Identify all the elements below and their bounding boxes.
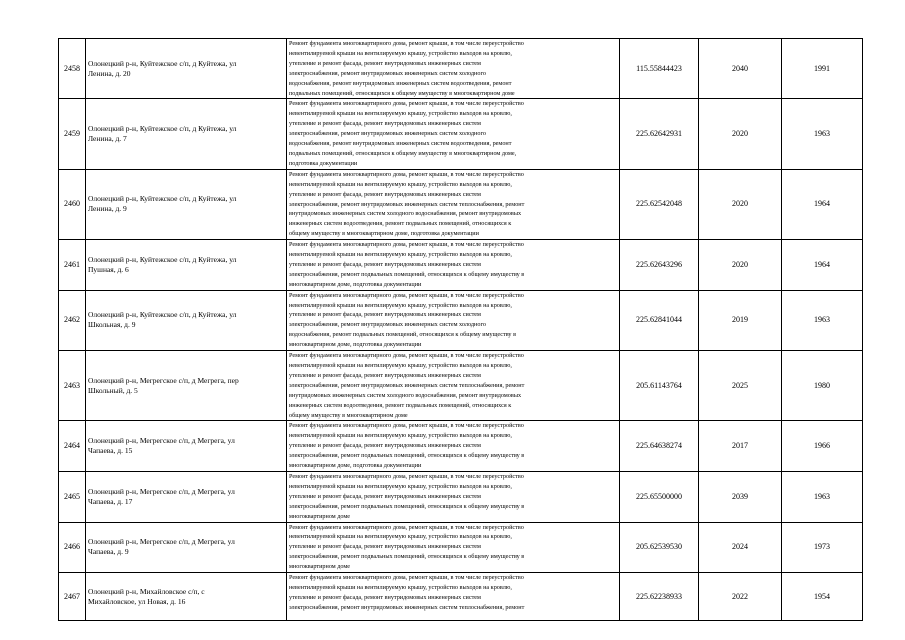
works-line: Ремонт фундамента многоквартирного дома, ремонт крыши, в том числе переустройство [289, 472, 524, 480]
works-line: Ремонт фундамента многоквартирного дома, ремонт крыши, в том числе переустройство [289, 574, 524, 582]
works-cell [287, 573, 620, 621]
works-line: невентилируемой крыши на вентилируемую крышу, устройство выходов на кровлю, [289, 533, 512, 541]
address-line: Чапаева, д. 17 [88, 496, 133, 506]
repair-year-cell: 2017 [699, 421, 782, 472]
works-line: Ремонт фундамента многоквартирного дома, ремонт крыши, в том числе переустройство [289, 422, 524, 430]
works-line: Ремонт фундамента многоквартирного дома, ремонт крыши, в том числе переустройство [289, 352, 524, 360]
address-line: Олонецкий р-н, Мегрегское с/п, д Мегрега, пер [88, 375, 239, 385]
address-line: Чапаева, д. 9 [88, 547, 129, 557]
works-cell [287, 240, 620, 291]
table-row [59, 169, 863, 239]
address-line: Олонецкий р-н, Куйтежское с/п, д Куйтежа, ул [88, 124, 237, 134]
works-line: электроснабжения, ремонт внутридомовых инженерных систем холодного [289, 321, 486, 329]
works-line: утепление и ремонт фасада, ремонт внутридомовых инженерных систем [289, 371, 481, 379]
address-line: Школьная, д. 9 [88, 320, 136, 330]
address-cell [86, 99, 287, 169]
build-year-cell: 1973 [782, 522, 863, 573]
cost-cell: 225.62642931 [620, 99, 699, 169]
address-cell [86, 351, 287, 421]
works-line: внутридомовых инженерных систем холодного водоснабжения, ремонт внутридомовых [289, 210, 522, 218]
works-line: многоквартирном доме, подготовка документации [289, 462, 422, 470]
table-row [59, 290, 863, 350]
works-cell [287, 99, 620, 169]
works-line: невентилируемой крыши на вентилируемую крышу, устройство выходов на кровлю, [289, 110, 512, 118]
works-cell [287, 169, 620, 239]
table-body [59, 39, 863, 621]
row-number: 2465 [59, 471, 86, 522]
repair-year-cell: 2024 [699, 522, 782, 573]
address-cell [86, 522, 287, 573]
row-number: 2459 [59, 99, 86, 169]
works-line: многоквартирном доме, подготовка документации [289, 280, 422, 288]
works-line: электроснабжения, ремонт подвальных помещений, относящихся к общему имуществу в [289, 270, 525, 278]
address-line: Олонецкий р-н, Мегрегское с/п, д Мегрега, ул [88, 486, 235, 496]
works-line: электроснабжения, ремонт внутридомовых инженерных систем холодного [289, 130, 486, 138]
works-line: невентилируемой крыши на вентилируемую крышу, устройство выходов на кровлю, [289, 180, 512, 188]
address-line: Олонецкий р-н, Михайловское с/п, с [88, 586, 205, 596]
works-line: утепление и ремонт фасада, ремонт внутридомовых инженерных систем [289, 543, 481, 551]
row-number: 2466 [59, 522, 86, 573]
works-line: многоквартирном доме [289, 563, 351, 571]
works-line: водоснабжения, ремонт подвальных помещений, относящихся к общему имуществу в [289, 331, 516, 339]
works-line: подвальных помещений, относящихся к общему имуществу в многоквартирном доме [289, 89, 515, 97]
works-line: многоквартирном доме, подготовка документации [289, 341, 422, 349]
works-line: общему имуществу в многоквартирном доме, подготовка документации [289, 230, 479, 238]
build-year-cell: 1963 [782, 471, 863, 522]
address-line: Пушная, д. 6 [88, 264, 129, 274]
address-line: Чапаева, д. 15 [88, 446, 133, 456]
works-cell [287, 421, 620, 472]
table-row [59, 471, 863, 522]
works-cell [287, 522, 620, 573]
works-line: невентилируемой крыши на вентилируемую крышу, устройство выходов на кровлю, [289, 49, 512, 57]
repair-year-cell: 2020 [699, 169, 782, 239]
row-number: 2463 [59, 351, 86, 421]
row-number: 2458 [59, 39, 86, 99]
works-line: электроснабжения, ремонт внутридомовых инженерных систем теплоснабжения, ремонт [289, 603, 525, 611]
cost-cell: 225.62643296 [620, 240, 699, 291]
works-line: Ремонт фундамента многоквартирного дома, ремонт крыши, в том числе переустройство [289, 523, 524, 531]
repair-year-cell: 2040 [699, 39, 782, 99]
works-line: утепление и ремонт фасада, ремонт внутридомовых инженерных систем [289, 442, 481, 450]
works-line: водоснабжения, ремонт внутридомовых инженерных систем водоотведения, ремонт [289, 79, 512, 87]
row-number: 2461 [59, 240, 86, 291]
build-year-cell: 1954 [782, 573, 863, 621]
works-cell [287, 39, 620, 99]
row-number: 2462 [59, 290, 86, 350]
address-line: Олонецкий р-н, Мегрегское с/п, д Мегрега, ул [88, 436, 235, 446]
works-line: электроснабжения, ремонт подвальных помещений, относящихся к общему имуществу в [289, 452, 525, 460]
works-line: электроснабжения, ремонт внутридомовых инженерных систем теплоснабжения, ремонт [289, 200, 525, 208]
address-cell [86, 169, 287, 239]
works-line: общему имуществу в многоквартирном доме [289, 411, 408, 419]
works-line: утепление и ремонт фасада, ремонт внутридомовых инженерных систем [289, 260, 481, 268]
table-row [59, 240, 863, 291]
works-line: электроснабжения, ремонт подвальных помещений, относящихся к общему имуществу в [289, 553, 525, 561]
works-line: утепление и ремонт фасада, ремонт внутридомовых инженерных систем [289, 492, 481, 500]
repair-year-cell: 2020 [699, 99, 782, 169]
works-line: электроснабжения, ремонт внутридомовых инженерных систем холодного [289, 69, 486, 77]
repair-year-cell: 2039 [699, 471, 782, 522]
repair-year-cell: 2020 [699, 240, 782, 291]
address-line: Ленина, д. 9 [88, 204, 127, 214]
build-year-cell: 1964 [782, 240, 863, 291]
address-line: Ленина, д. 7 [88, 134, 127, 144]
cost-cell: 225.62238933 [620, 573, 699, 621]
build-year-cell: 1963 [782, 99, 863, 169]
works-cell [287, 290, 620, 350]
address-cell [86, 240, 287, 291]
repair-year-cell: 2019 [699, 290, 782, 350]
build-year-cell: 1991 [782, 39, 863, 99]
works-line: утепление и ремонт фасада, ремонт внутридомовых инженерных систем [289, 120, 481, 128]
works-line: подвальных помещений, относящихся к общему имуществу в многоквартирном доме, [289, 149, 517, 157]
works-line: невентилируемой крыши на вентилируемую крышу, устройство выходов на кровлю, [289, 251, 512, 259]
works-line: Ремонт фундамента многоквартирного дома, ремонт крыши, в том числе переустройство [289, 170, 524, 178]
table-row [59, 421, 863, 472]
address-line: Олонецкий р-н, Мегрегское с/п, д Мегрега, ул [88, 537, 235, 547]
works-line: утепление и ремонт фасада, ремонт внутридомовых инженерных систем [289, 190, 481, 198]
repair-year-cell: 2022 [699, 573, 782, 621]
build-year-cell: 1964 [782, 169, 863, 239]
table-row [59, 573, 863, 621]
address-line: Олонецкий р-н, Куйтежское с/п, д Куйтежа, ул [88, 254, 237, 264]
works-line: подготовка документации [289, 159, 358, 167]
address-line: Олонецкий р-н, Куйтежское с/п, д Куйтежа, ул [88, 310, 237, 320]
row-number: 2460 [59, 169, 86, 239]
works-line: инженерных систем водоотведения, ремонт подвальных помещений, относящихся к [289, 401, 512, 409]
row-number: 2467 [59, 573, 86, 621]
build-year-cell: 1963 [782, 290, 863, 350]
works-line: невентилируемой крыши на вентилируемую крышу, устройство выходов на кровлю, [289, 482, 512, 490]
address-line: Школьный, д. 5 [88, 385, 138, 395]
cost-cell: 225.62841044 [620, 290, 699, 350]
works-line: электроснабжения, ремонт подвальных помещений, относящихся к общему имуществу в [289, 502, 525, 510]
cost-cell: 225.64638274 [620, 421, 699, 472]
address-cell [86, 573, 287, 621]
build-year-cell: 1980 [782, 351, 863, 421]
works-line: невентилируемой крыши на вентилируемую крышу, устройство выходов на кровлю, [289, 432, 512, 440]
address-line: Олонецкий р-н, Куйтежское с/п, д Куйтежа, ул [88, 194, 237, 204]
works-line: Ремонт фундамента многоквартирного дома, ремонт крыши, в том числе переустройство [289, 291, 524, 299]
address-cell [86, 39, 287, 99]
housing-repair-table [58, 38, 863, 621]
works-line: внутридомовых инженерных систем холодного водоснабжения, ремонт внутридомовых [289, 391, 522, 399]
works-cell [287, 351, 620, 421]
cost-cell: 115.55844423 [620, 39, 699, 99]
address-line: Ленина, д. 20 [88, 68, 131, 78]
works-line: утепление и ремонт фасада, ремонт внутридомовых инженерных систем [289, 311, 481, 319]
works-line: невентилируемой крыши на вентилируемую крышу, устройство выходов на кровлю, [289, 583, 512, 591]
works-line: невентилируемой крыши на вентилируемую крышу, устройство выходов на кровлю, [289, 362, 512, 369]
address-cell [86, 471, 287, 522]
works-line: инженерных систем водоотведения, ремонт подвальных помещений, относящихся к [289, 220, 512, 228]
address-cell [86, 290, 287, 350]
cost-cell: 225.62542048 [620, 169, 699, 239]
table-row [59, 99, 863, 169]
works-line: Ремонт фундамента многоквартирного дома, ремонт крыши, в том числе переустройство [289, 241, 524, 249]
address-cell [86, 421, 287, 472]
cost-cell: 205.61143764 [620, 351, 699, 421]
address-line: Олонецкий р-н, Куйтежское с/п, д Куйтежа, ул [88, 58, 237, 68]
works-line: многоквартирном доме [289, 512, 351, 520]
works-cell [287, 471, 620, 522]
works-line: невентилируемой крыши на вентилируемую крышу, устройство выходов на кровлю, [289, 301, 512, 309]
address-line: Михайловское, ул Новая, д. 16 [88, 596, 186, 606]
works-line: Ремонт фундамента многоквартирного дома, ремонт крыши, в том числе переустройство [289, 100, 524, 108]
table-row [59, 522, 863, 573]
works-line: водоснабжения, ремонт внутридомовых инженерных систем водоотведения, ремонт [289, 140, 512, 148]
works-line: Ремонт фундамента многоквартирного дома, ремонт крыши, в том числе переустройство [289, 40, 524, 47]
works-line: утепление и ремонт фасада, ремонт внутридомовых инженерных систем [289, 59, 481, 67]
build-year-cell: 1966 [782, 421, 863, 472]
repair-year-cell: 2025 [699, 351, 782, 421]
works-line: утепление и ремонт фасада, ремонт внутридомовых инженерных систем [289, 593, 481, 601]
works-line: электроснабжения, ремонт внутридомовых инженерных систем теплоснабжения, ремонт [289, 381, 525, 389]
cost-cell: 225.65500000 [620, 471, 699, 522]
table-row [59, 39, 863, 99]
cost-cell: 205.62539530 [620, 522, 699, 573]
row-number: 2464 [59, 421, 86, 472]
table-row [59, 351, 863, 421]
